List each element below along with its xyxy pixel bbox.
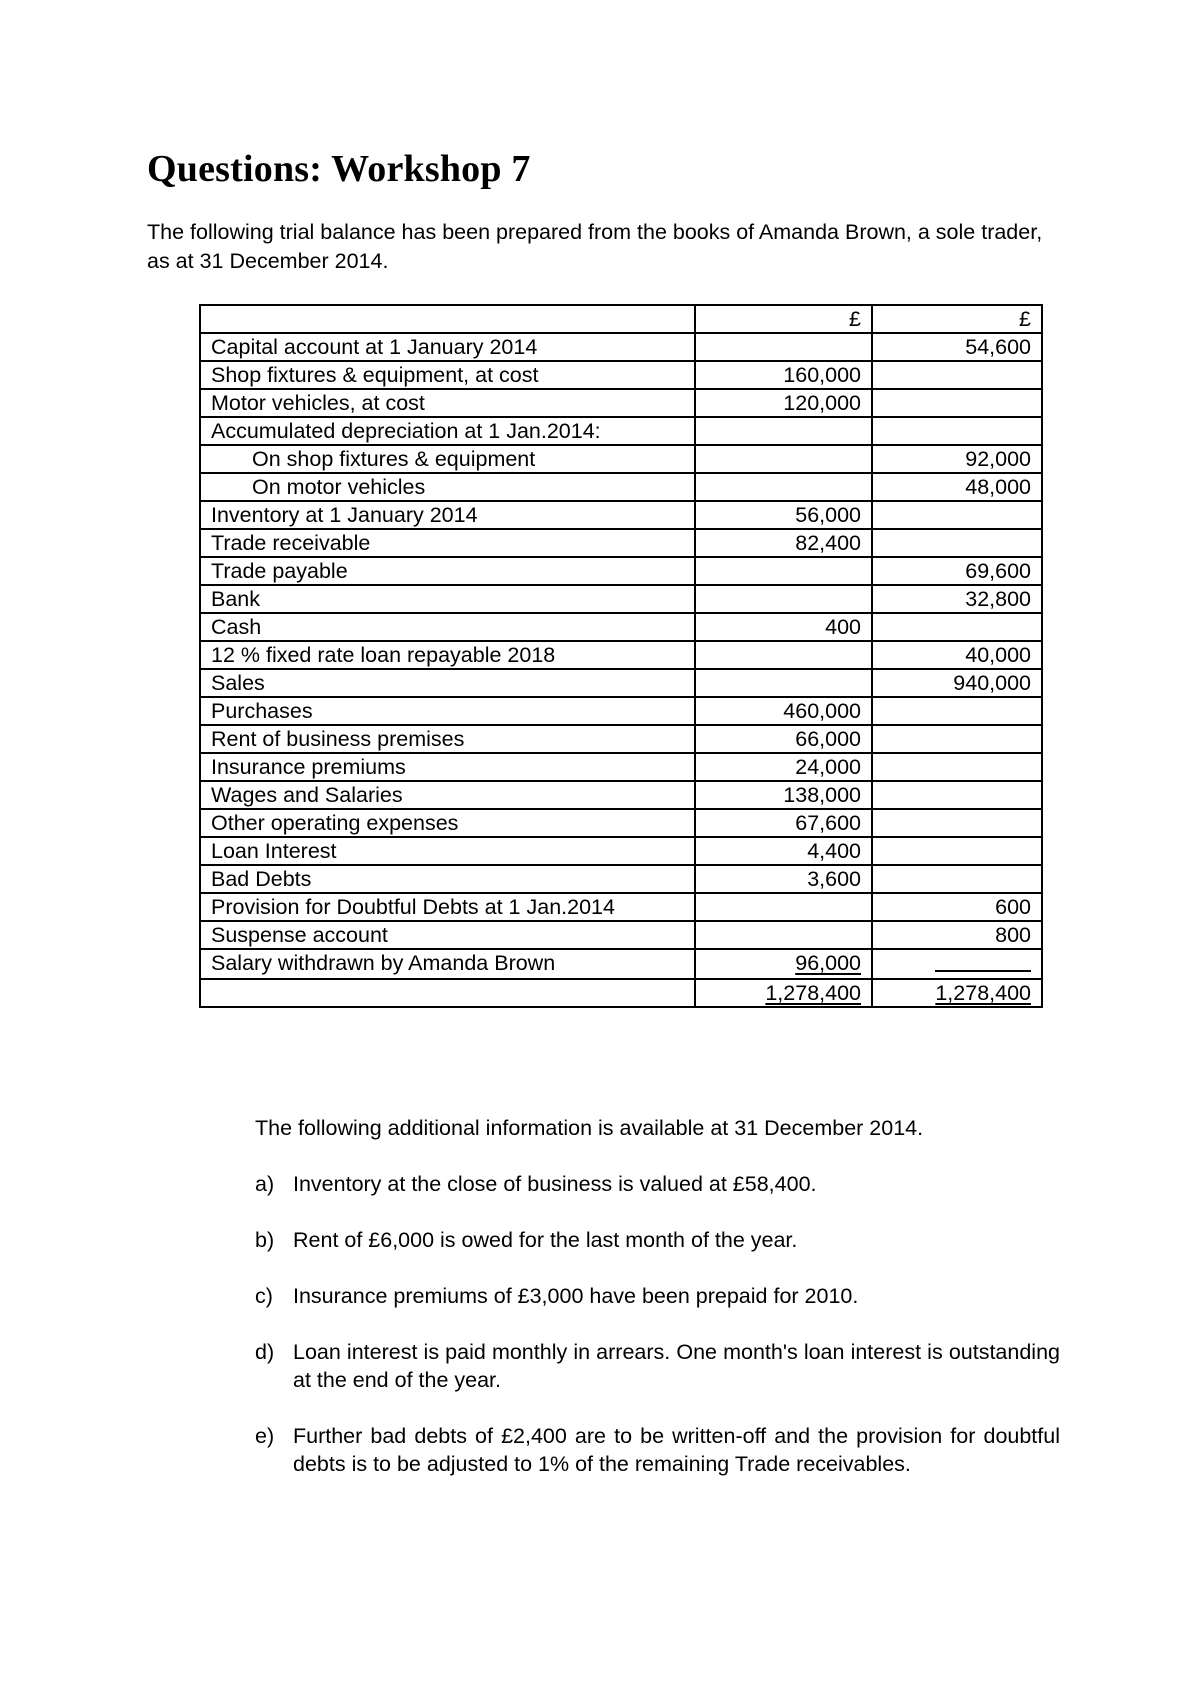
table-row bbox=[200, 613, 1042, 641]
table-row bbox=[200, 893, 1042, 921]
credit-amount bbox=[872, 697, 1042, 725]
credit-total: 1,278,400 bbox=[935, 981, 1031, 1005]
list-item-text: Inventory at the close of business is valued at £58,400. bbox=[293, 1172, 817, 1196]
credit-amount bbox=[872, 501, 1042, 529]
table-row bbox=[200, 921, 1042, 949]
table-row bbox=[200, 473, 1042, 501]
table-row bbox=[200, 837, 1042, 865]
debit-amount bbox=[695, 445, 872, 473]
credit-amount bbox=[872, 725, 1042, 753]
header-credit-currency: £ bbox=[872, 305, 1042, 333]
table-row bbox=[200, 669, 1042, 697]
list-item bbox=[255, 1170, 1060, 1198]
table-row bbox=[200, 809, 1042, 837]
credit-amount bbox=[872, 529, 1042, 557]
totals-label bbox=[200, 979, 695, 1007]
debit-amount: 56,000 bbox=[695, 501, 872, 529]
table-row bbox=[200, 641, 1042, 669]
debit-total-cell bbox=[695, 979, 872, 1007]
credit-amount: 48,000 bbox=[872, 473, 1042, 501]
credit-amount: 69,600 bbox=[872, 557, 1042, 585]
account-label: Inventory at 1 January 2014 bbox=[200, 501, 695, 529]
account-label: Insurance premiums bbox=[200, 753, 695, 781]
table-row bbox=[200, 501, 1042, 529]
debit-amount: 400 bbox=[695, 613, 872, 641]
credit-amount bbox=[872, 753, 1042, 781]
additional-info-list bbox=[255, 1170, 1060, 1506]
debit-total: 1,278,400 bbox=[765, 981, 861, 1005]
table-row bbox=[200, 389, 1042, 417]
table-row bbox=[200, 529, 1042, 557]
list-marker: a) bbox=[255, 1172, 275, 1196]
account-label: Provision for Doubtful Debts at 1 Jan.2014 bbox=[200, 893, 695, 921]
account-label: Salary withdrawn by Amanda Brown bbox=[200, 949, 695, 979]
account-label: Capital account at 1 January 2014 bbox=[200, 333, 695, 361]
debit-amount bbox=[695, 417, 872, 445]
list-item-text: Insurance premiums of £3,000 have been prepaid for 2010. bbox=[293, 1284, 859, 1308]
debit-amount: 3,600 bbox=[695, 865, 872, 893]
credit-amount: 92,000 bbox=[872, 445, 1042, 473]
debit-amount bbox=[695, 557, 872, 585]
account-label: Suspense account bbox=[200, 921, 695, 949]
table-header-row bbox=[200, 305, 1042, 333]
totals-row bbox=[200, 979, 1042, 1007]
credit-amount bbox=[872, 613, 1042, 641]
debit-amount bbox=[695, 893, 872, 921]
credit-amount bbox=[872, 837, 1042, 865]
table-row bbox=[200, 333, 1042, 361]
table-row bbox=[200, 557, 1042, 585]
account-label: 12 % fixed rate loan repayable 2018 bbox=[200, 641, 695, 669]
account-label: Shop fixtures & equipment, at cost bbox=[200, 361, 695, 389]
credit-amount: 800 bbox=[872, 921, 1042, 949]
credit-amount bbox=[872, 949, 1042, 979]
debit-amount bbox=[695, 585, 872, 613]
account-label: Bank bbox=[200, 585, 695, 613]
table-row bbox=[200, 725, 1042, 753]
account-label: Wages and Salaries bbox=[200, 781, 695, 809]
debit-amount bbox=[695, 949, 872, 979]
list-item bbox=[255, 1338, 1060, 1394]
table-row bbox=[200, 781, 1042, 809]
account-label: Cash bbox=[200, 613, 695, 641]
debit-amount: 82,400 bbox=[695, 529, 872, 557]
list-item bbox=[255, 1226, 1060, 1254]
debit-amount bbox=[695, 333, 872, 361]
credit-underline-rule bbox=[935, 950, 1031, 972]
credit-amount bbox=[872, 865, 1042, 893]
debit-amount: 160,000 bbox=[695, 361, 872, 389]
table-row bbox=[200, 585, 1042, 613]
debit-amount: 138,000 bbox=[695, 781, 872, 809]
list-marker: b) bbox=[255, 1228, 275, 1252]
list-marker: d) bbox=[255, 1340, 275, 1364]
trial-balance-table bbox=[199, 304, 1043, 1008]
account-label: Accumulated depreciation at 1 Jan.2014: bbox=[200, 417, 695, 445]
table-row bbox=[200, 361, 1042, 389]
credit-amount: 600 bbox=[872, 893, 1042, 921]
list-item-text: Further bad debts of £2,400 are to be written-off and the provision for doubtful debts is to be adjusted to 1% of the remaining Trade receivables. bbox=[293, 1424, 1060, 1476]
list-item bbox=[255, 1422, 1060, 1478]
account-label: On shop fixtures & equipment bbox=[200, 445, 695, 473]
debit-amount bbox=[695, 921, 872, 949]
debit-amount bbox=[695, 473, 872, 501]
list-marker: e) bbox=[255, 1424, 275, 1448]
credit-amount: 32,800 bbox=[872, 585, 1042, 613]
credit-amount bbox=[872, 781, 1042, 809]
table-row bbox=[200, 753, 1042, 781]
credit-total-cell bbox=[872, 979, 1042, 1007]
table-row bbox=[200, 865, 1042, 893]
table-row bbox=[200, 949, 1042, 979]
debit-amount: 67,600 bbox=[695, 809, 872, 837]
debit-amount-underlined: 96,000 bbox=[795, 951, 861, 975]
account-label: Rent of business premises bbox=[200, 725, 695, 753]
credit-amount bbox=[872, 417, 1042, 445]
credit-amount bbox=[872, 389, 1042, 417]
account-label: Other operating expenses bbox=[200, 809, 695, 837]
debit-amount: 24,000 bbox=[695, 753, 872, 781]
account-label: Bad Debts bbox=[200, 865, 695, 893]
account-label: On motor vehicles bbox=[200, 473, 695, 501]
list-marker: c) bbox=[255, 1284, 273, 1308]
list-item bbox=[255, 1282, 1060, 1310]
page-title: Questions: Workshop 7 bbox=[147, 148, 531, 190]
debit-amount bbox=[695, 669, 872, 697]
credit-amount bbox=[872, 809, 1042, 837]
debit-amount: 66,000 bbox=[695, 725, 872, 753]
debit-amount bbox=[695, 641, 872, 669]
debit-amount: 460,000 bbox=[695, 697, 872, 725]
account-label: Sales bbox=[200, 669, 695, 697]
account-label: Purchases bbox=[200, 697, 695, 725]
header-debit-currency: £ bbox=[695, 305, 872, 333]
account-label: Trade receivable bbox=[200, 529, 695, 557]
account-label: Trade payable bbox=[200, 557, 695, 585]
intro-paragraph: The following trial balance has been prepared from the books of Amanda Brown, a sole trader, as at 31 December 2014. bbox=[147, 220, 1043, 273]
table-row bbox=[200, 417, 1042, 445]
header-label-cell bbox=[200, 305, 695, 333]
credit-amount bbox=[872, 361, 1042, 389]
debit-amount: 120,000 bbox=[695, 389, 872, 417]
table-row bbox=[200, 445, 1042, 473]
credit-amount: 54,600 bbox=[872, 333, 1042, 361]
credit-amount: 940,000 bbox=[872, 669, 1042, 697]
account-label: Motor vehicles, at cost bbox=[200, 389, 695, 417]
additional-info-intro: The following additional information is available at 31 December 2014. bbox=[255, 1116, 924, 1140]
account-label: Loan Interest bbox=[200, 837, 695, 865]
debit-amount: 4,400 bbox=[695, 837, 872, 865]
list-item-text: Loan interest is paid monthly in arrears. One month's loan interest is outstanding at the end of the year. bbox=[293, 1340, 1060, 1392]
list-item-text: Rent of £6,000 is owed for the last month of the year. bbox=[293, 1228, 798, 1252]
table-row bbox=[200, 697, 1042, 725]
credit-amount: 40,000 bbox=[872, 641, 1042, 669]
